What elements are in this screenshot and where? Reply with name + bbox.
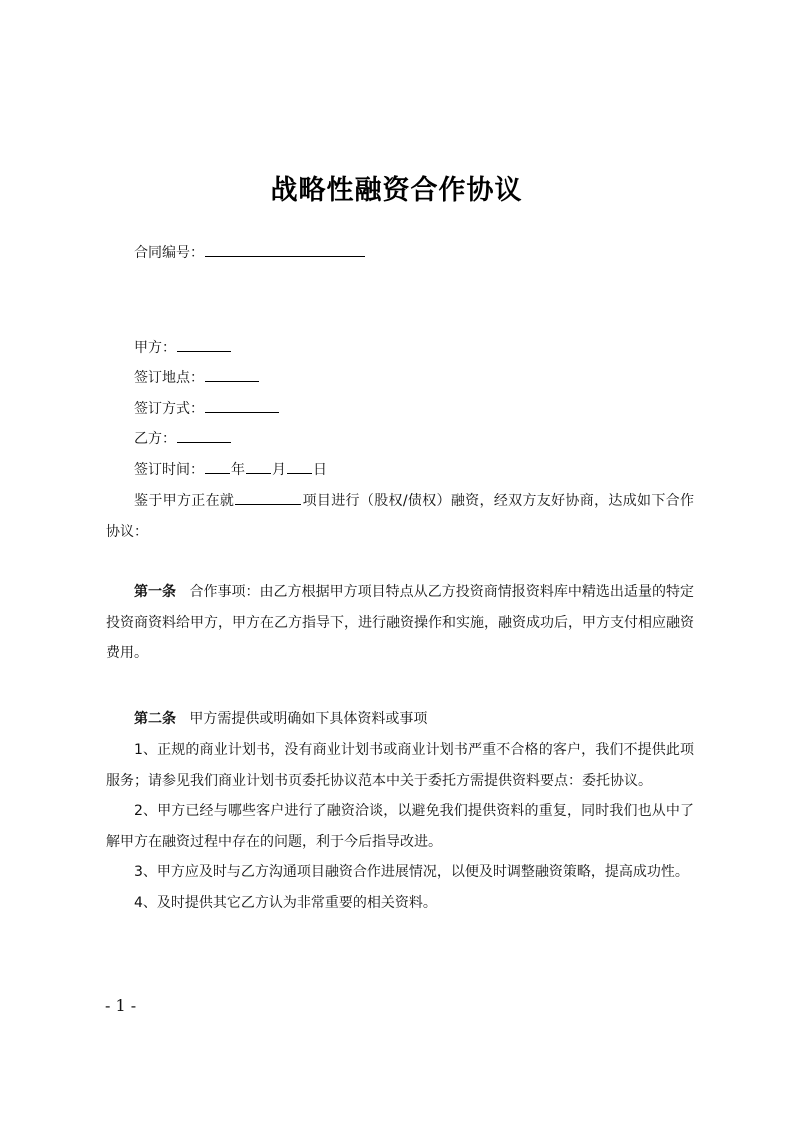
party-b-blank xyxy=(177,428,231,443)
year-label: 年 xyxy=(231,462,245,478)
article-2-item-3: 3、甲方应及时与乙方沟通项目融资合作进展情况，以便及时调整融资策略，提高成功性。 xyxy=(134,864,689,880)
article-2-item-1: 1、正规的商业计划书，没有商业计划书或商业计划书严重不合格的客户，我们不提供此项服务；请参见我们商业计划书页委托协议范本中关于委托方需提供资料要点：委托协议。 xyxy=(106,742,694,789)
article-1-heading: 第一条 xyxy=(134,584,177,600)
project-blank xyxy=(235,490,301,505)
article-1 xyxy=(106,577,694,669)
contract-number-line xyxy=(134,242,366,262)
sign-method-label: 签订方式： xyxy=(134,401,204,417)
article-2-heading: 第二条 xyxy=(134,711,176,727)
sign-time-label: 签订时间： xyxy=(134,462,204,478)
month-label: 月 xyxy=(272,462,286,478)
page-number: - 1 - xyxy=(105,996,137,1015)
contract-number-label: 合同编号： xyxy=(134,245,204,261)
sign-method-blank xyxy=(205,398,279,413)
intro-paragraph xyxy=(106,486,694,547)
day-blank xyxy=(287,459,312,474)
article-2-item-2: 2、甲方已经与哪些客户进行了融资洽谈，以避免我们提供资料的重复，同时我们也从中了解甲方在融资过程中存在的问题，利于今后指导改进。 xyxy=(106,803,694,850)
sign-place-line xyxy=(134,367,260,387)
year-blank xyxy=(205,459,230,474)
article-2-text: 甲方需提供或明确如下具体资料或事项 xyxy=(189,711,428,727)
party-a-line xyxy=(134,337,232,357)
article-1-text: 合作事项：由乙方根据甲方项目特点从乙方投资商情报资料库中精选出适量的特定投资商资料给甲方，甲方在乙方指导下，进行融资操作和实施，融资成功后，甲方支付相应融资费用。 xyxy=(106,584,694,661)
month-blank xyxy=(246,459,271,474)
party-b-label: 乙方： xyxy=(134,431,176,447)
article-2-item-4: 4、及时提供其它乙方认为非常重要的相关资料。 xyxy=(134,895,437,911)
intro-text-start: 鉴于甲方正在就 xyxy=(134,493,235,509)
contract-number-blank xyxy=(205,242,365,257)
party-a-label: 甲方： xyxy=(134,340,176,356)
party-a-blank xyxy=(177,337,231,352)
sign-time-line xyxy=(134,459,327,479)
day-label: 日 xyxy=(313,462,327,478)
sign-place-label: 签订地点： xyxy=(134,370,204,386)
intro-text-end: 项目进行（股权/债权）融资，经双方友好协商，达成如下合作协议： xyxy=(106,493,695,540)
party-b-line xyxy=(134,428,232,448)
sign-method-line xyxy=(134,398,280,418)
article-2-heading-line xyxy=(106,704,694,735)
document-title: 战略性融资合作协议 xyxy=(270,175,523,206)
sign-place-blank xyxy=(205,367,259,382)
